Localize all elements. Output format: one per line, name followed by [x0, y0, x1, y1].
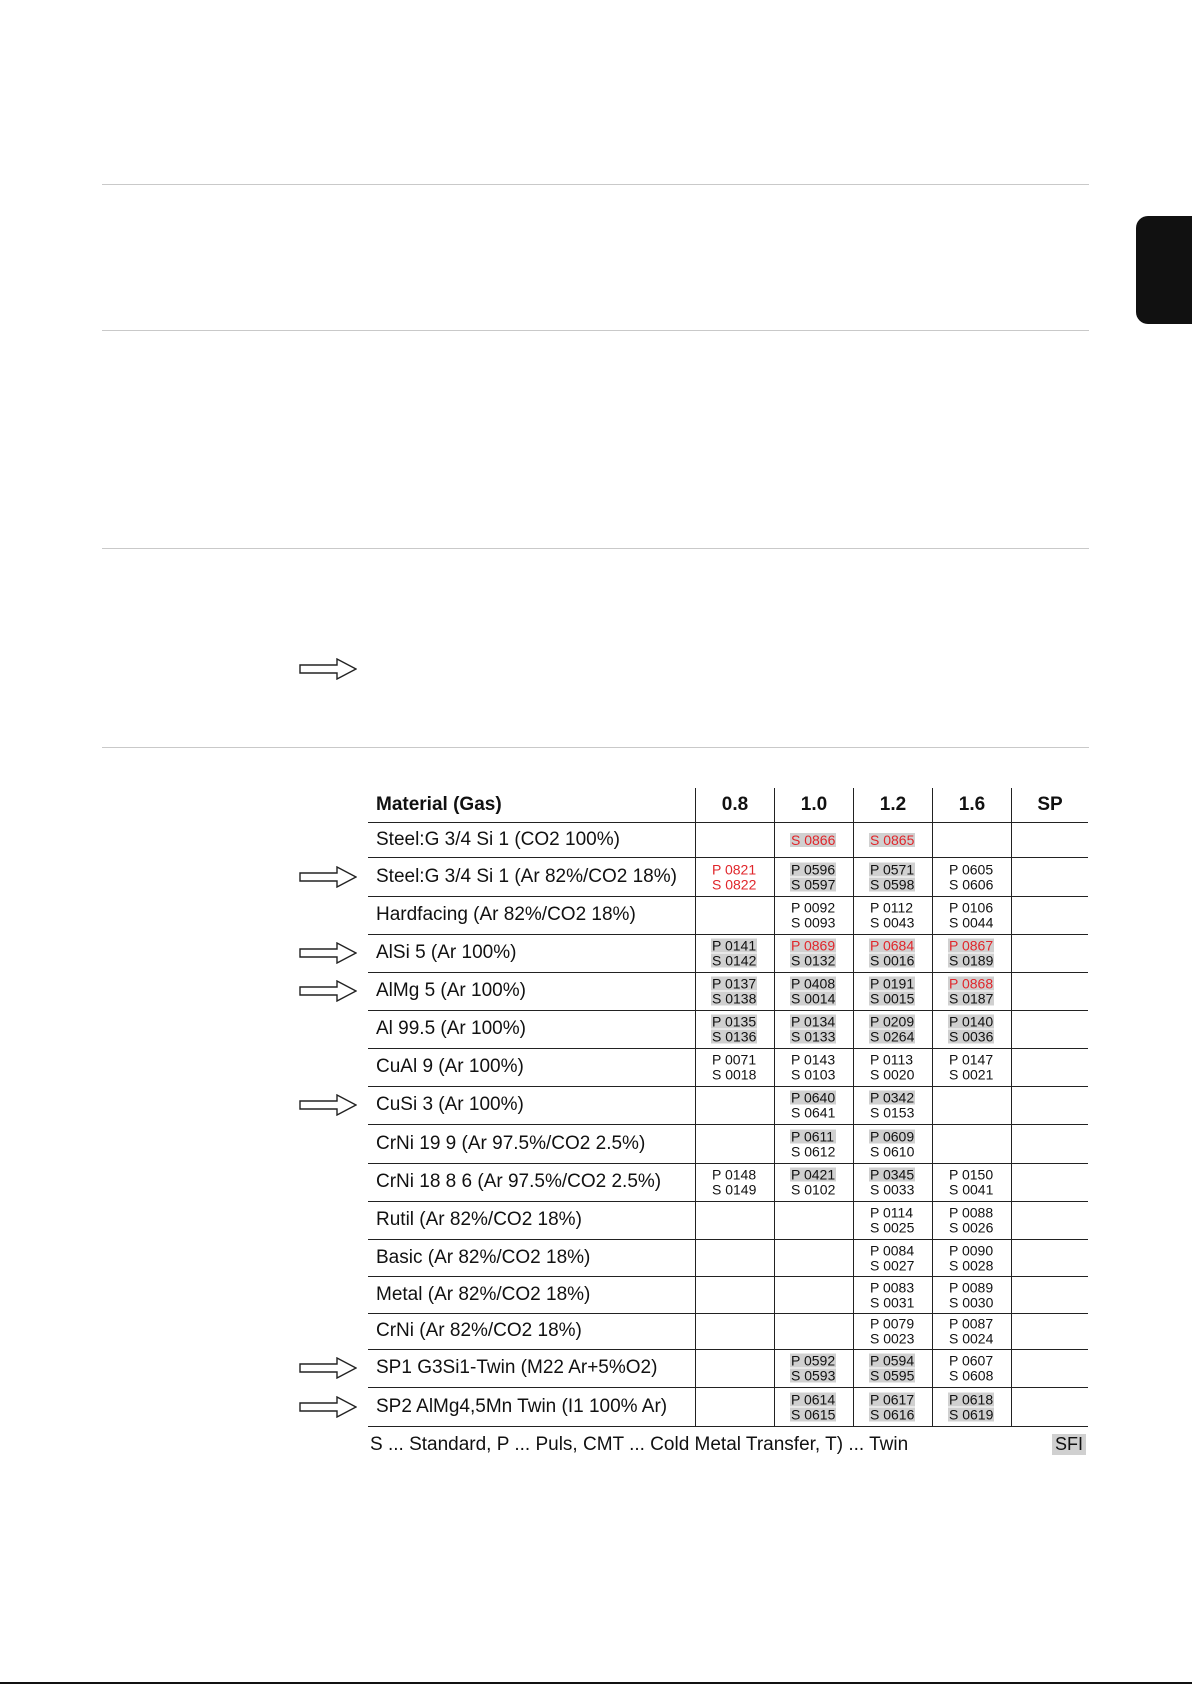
program-codes	[790, 862, 836, 891]
material-name: CuAl 9 (Ar 100%)	[376, 1056, 524, 1077]
program-codes	[790, 1354, 836, 1383]
table-cell	[695, 1349, 774, 1387]
material-name: AlMg 5 (Ar 100%)	[376, 980, 526, 1001]
program-code: S 0033	[870, 1181, 915, 1198]
program-codes	[948, 939, 994, 968]
program-code: P 0191	[870, 975, 915, 992]
program-code: S 0132	[791, 952, 836, 969]
chapter-tab	[1136, 216, 1192, 324]
arrow-right-icon	[299, 942, 357, 964]
program-code: P 0113	[870, 1051, 914, 1068]
program-code: P 0611	[790, 1129, 836, 1143]
program-code: S 0597	[791, 876, 836, 892]
program-code: S 0598	[870, 876, 915, 892]
program-codes	[790, 1168, 836, 1197]
program-codes	[869, 1280, 915, 1309]
table-cell	[774, 972, 853, 1010]
table-cell	[853, 857, 932, 896]
legend-text: S ... Standard, P ... Puls, CMT ... Cold Metal Transfer, T) ... Twin	[370, 1434, 909, 1455]
arrow-right-icon	[299, 1094, 357, 1116]
program-code: S 0641	[791, 1104, 836, 1121]
program-code: P 0640	[791, 1089, 836, 1106]
table-cell	[932, 1201, 1011, 1239]
table-cell	[695, 1086, 774, 1124]
table-cell	[1011, 1201, 1088, 1239]
material-name: CrNi 19 9 (Ar 97.5%/CO2 2.5%)	[376, 1132, 646, 1154]
table-cell	[1011, 1124, 1088, 1163]
table-cell	[695, 822, 774, 857]
program-codes	[948, 1243, 994, 1272]
program-code: S 0615	[791, 1406, 836, 1422]
program-code: P 0617	[870, 1391, 915, 1407]
program-codes	[948, 977, 994, 1006]
table-cell	[932, 822, 1011, 857]
program-code: S 0102	[791, 1181, 836, 1198]
program-code: P 0618	[949, 1391, 994, 1407]
table-row	[368, 1387, 1088, 1427]
program-code: P 0408	[791, 975, 836, 992]
table-row	[368, 1239, 1088, 1277]
section-divider-3	[102, 548, 1089, 549]
program-code: S 0138	[712, 990, 757, 1007]
program-code: S 0822	[712, 876, 757, 892]
table-row	[368, 1313, 1088, 1350]
table-cell	[695, 1239, 774, 1276]
table-cell	[695, 1163, 774, 1201]
program-code: P 0135	[712, 1013, 757, 1030]
table-cell	[1011, 1349, 1088, 1387]
table-cell	[695, 1124, 774, 1163]
table-cell	[774, 1349, 853, 1387]
material-name: Steel:G 3/4 Si 1 (Ar 82%/CO2 18%)	[376, 865, 677, 887]
program-code: S 0264	[870, 1028, 915, 1045]
program-code: S 0136	[712, 1028, 757, 1045]
table-cell	[853, 1086, 932, 1124]
table-cell	[932, 1163, 1011, 1201]
program-code: S 0616	[870, 1406, 915, 1422]
program-code: P 0868	[949, 975, 994, 992]
program-code: P 0605	[949, 861, 994, 877]
program-code: P 0609	[870, 1128, 915, 1144]
program-codes	[869, 1317, 915, 1346]
program-code: P 0614	[791, 1391, 836, 1407]
program-codes	[790, 833, 836, 847]
section-divider-2	[102, 330, 1089, 331]
material-name: Metal (Ar 82%/CO2 18%)	[376, 1283, 591, 1305]
table-cell	[853, 1387, 932, 1426]
material-name: AlSi 5 (Ar 100%)	[376, 942, 517, 963]
program-code: P 0112	[870, 899, 914, 916]
table-cell	[1011, 934, 1088, 972]
program-code: S 0024	[949, 1330, 994, 1347]
program-code: P 0869	[791, 937, 836, 954]
program-code: S 0593	[791, 1367, 836, 1384]
table-cell	[774, 822, 853, 857]
table-cell	[1011, 896, 1088, 934]
table-row	[368, 1163, 1088, 1202]
table-cell	[1011, 1010, 1088, 1048]
program-codes	[869, 901, 915, 930]
table-cell	[932, 1048, 1011, 1086]
program-codes	[869, 1168, 915, 1197]
table-cell	[774, 1239, 853, 1276]
table-cell	[1011, 857, 1088, 896]
table-cell	[774, 896, 853, 934]
program-codes	[790, 977, 836, 1006]
table-row	[368, 822, 1088, 858]
program-codes	[790, 1129, 836, 1158]
header-col-1-0: 1.0	[774, 788, 853, 822]
arrow-right-icon	[299, 658, 357, 680]
table-row	[368, 1086, 1088, 1125]
header-col-0-8: 0.8	[695, 788, 774, 822]
program-code: P 0209	[870, 1013, 915, 1030]
table-cell	[695, 1048, 774, 1086]
program-code: S 0187	[949, 990, 994, 1007]
table-cell	[853, 1048, 932, 1086]
program-code: S 0608	[949, 1367, 994, 1384]
table-row	[368, 1124, 1088, 1164]
program-codes	[790, 901, 836, 930]
program-code: S 0026	[949, 1219, 994, 1236]
table-cell	[853, 822, 932, 857]
program-code: P 0421	[791, 1166, 836, 1183]
program-codes	[869, 939, 915, 968]
table-cell	[853, 896, 932, 934]
program-codes	[869, 1354, 915, 1383]
program-codes	[869, 1091, 915, 1120]
table-cell	[853, 972, 932, 1010]
program-code: S 0018	[712, 1066, 757, 1083]
program-code: S 0612	[791, 1143, 836, 1159]
table-cell	[695, 857, 774, 896]
table-cell	[695, 1276, 774, 1313]
table-cell	[932, 1239, 1011, 1276]
table-cell	[853, 1201, 932, 1239]
program-code: P 0148	[712, 1166, 757, 1183]
program-codes	[790, 939, 836, 968]
program-code: P 0143	[791, 1051, 836, 1068]
table-cell	[774, 1010, 853, 1048]
program-codes	[711, 1168, 757, 1197]
program-code: P 0079	[870, 1315, 915, 1332]
table-cell	[1011, 972, 1088, 1010]
program-code: P 0092	[791, 899, 836, 916]
program-code: P 0114	[870, 1204, 914, 1221]
program-codes	[948, 1168, 994, 1197]
table-cell	[853, 1239, 932, 1276]
program-code: S 0595	[870, 1367, 915, 1384]
program-codes	[711, 862, 757, 891]
program-code: P 0071	[712, 1051, 757, 1068]
table-cell	[932, 1010, 1011, 1048]
program-codes	[869, 862, 915, 891]
table-cell	[774, 1387, 853, 1426]
table-cell	[932, 1387, 1011, 1426]
program-code: S 0014	[791, 990, 836, 1007]
table-cell	[853, 1163, 932, 1201]
section-divider-4	[102, 747, 1089, 748]
program-code: S 0028	[949, 1257, 994, 1273]
program-code: P 0596	[791, 861, 836, 877]
program-code: S 0142	[712, 952, 757, 969]
program-code: S 0015	[870, 990, 915, 1007]
material-name: Rutil (Ar 82%/CO2 18%)	[376, 1209, 582, 1230]
program-code: S 0036	[949, 1028, 994, 1045]
program-codes	[869, 1015, 915, 1044]
table-cell	[1011, 1086, 1088, 1124]
program-code: P 0141	[712, 937, 757, 954]
program-code: S 0020	[870, 1066, 915, 1083]
table-header-row	[368, 788, 1088, 823]
program-codes	[948, 1317, 994, 1346]
arrow-right-icon	[299, 1396, 357, 1418]
table-cell	[932, 1313, 1011, 1349]
program-code: P 0594	[870, 1352, 915, 1369]
program-code: S 0153	[870, 1104, 915, 1121]
material-name: SP1 G3Si1-Twin (M22 Ar+5%O2)	[376, 1357, 658, 1378]
table-row	[368, 896, 1088, 935]
table-cell	[853, 1276, 932, 1313]
table-cell	[1011, 1276, 1088, 1313]
program-code: S 0041	[949, 1181, 994, 1198]
material-name: Al 99.5 (Ar 100%)	[376, 1018, 526, 1039]
program-codes	[711, 1015, 757, 1044]
arrow-right-icon	[299, 980, 357, 1002]
program-codes	[790, 1053, 836, 1082]
table-row	[368, 1010, 1088, 1049]
program-code: S 0149	[712, 1181, 757, 1198]
program-codes	[711, 977, 757, 1006]
program-code: S 0103	[791, 1066, 836, 1083]
header-col-1-2: 1.2	[853, 788, 932, 822]
program-codes	[790, 1392, 836, 1421]
program-code: S 0031	[870, 1294, 915, 1310]
table-cell	[774, 1276, 853, 1313]
program-codes	[948, 1280, 994, 1309]
program-codes	[711, 939, 757, 968]
program-code: P 0821	[712, 861, 757, 877]
table-cell	[853, 1349, 932, 1387]
table-row	[368, 857, 1088, 897]
program-codes	[790, 1015, 836, 1044]
table-row	[368, 1276, 1088, 1314]
table-row	[368, 934, 1088, 973]
program-code: S 0610	[870, 1143, 915, 1159]
material-name: SP2 AlMg4,5Mn Twin (I1 100% Ar)	[376, 1395, 668, 1417]
program-code: P 0867	[949, 937, 994, 954]
program-codes	[948, 901, 994, 930]
program-code: P 0684	[870, 937, 915, 954]
program-codes	[869, 1243, 915, 1272]
table-cell	[774, 1163, 853, 1201]
table-cell	[774, 857, 853, 896]
table-cell	[853, 1010, 932, 1048]
table-row	[368, 972, 1088, 1011]
table-cell	[932, 1349, 1011, 1387]
program-code: P 0571	[870, 861, 915, 877]
program-codes	[948, 1354, 994, 1383]
program-codes	[948, 862, 994, 891]
material-name: CrNi (Ar 82%/CO2 18%)	[376, 1320, 582, 1341]
program-codes	[869, 1129, 915, 1158]
program-code: P 0089	[949, 1279, 994, 1295]
table-cell	[774, 1086, 853, 1124]
program-code: S 0043	[870, 914, 915, 931]
program-code: P 0087	[949, 1315, 994, 1332]
program-code: P 0607	[949, 1352, 994, 1369]
table-cell	[932, 972, 1011, 1010]
arrow-right-icon	[299, 866, 357, 888]
program-code: P 0106	[949, 899, 994, 916]
program-codes	[948, 1206, 994, 1235]
header-col-1-6: 1.6	[932, 788, 1011, 822]
table-cell	[1011, 822, 1088, 857]
table-cell	[853, 1313, 932, 1349]
table-cell	[853, 1124, 932, 1163]
page-bottom-rule	[0, 1682, 1192, 1684]
table-cell	[932, 1276, 1011, 1313]
table-cell	[774, 934, 853, 972]
table-row	[368, 1048, 1088, 1087]
table-cell	[1011, 1313, 1088, 1349]
table-cell	[932, 1124, 1011, 1163]
program-codes	[948, 1015, 994, 1044]
program-code: S 0865	[870, 831, 915, 848]
table-cell	[932, 1086, 1011, 1124]
program-codes	[869, 833, 915, 847]
program-code: P 0134	[791, 1013, 836, 1030]
program-code: P 0147	[949, 1051, 994, 1068]
table-cell	[1011, 1048, 1088, 1086]
program-codes	[869, 1392, 915, 1421]
table-cell	[1011, 1239, 1088, 1276]
program-codes	[869, 1206, 915, 1235]
program-code: S 0866	[791, 831, 836, 848]
program-code: P 0345	[870, 1166, 915, 1183]
program-code: S 0023	[870, 1330, 915, 1347]
program-code: P 0084	[870, 1242, 915, 1258]
program-code: S 0619	[949, 1406, 994, 1422]
table-cell	[932, 934, 1011, 972]
program-codes	[948, 1053, 994, 1082]
table-cell	[853, 934, 932, 972]
program-codes	[948, 1392, 994, 1421]
program-code: S 0093	[791, 914, 836, 931]
table-cell	[932, 857, 1011, 896]
table-cell	[695, 1313, 774, 1349]
table-row	[368, 1349, 1088, 1388]
material-name: Steel:G 3/4 Si 1 (CO2 100%)	[376, 828, 620, 850]
table-cell	[774, 1201, 853, 1239]
material-name: CuSi 3 (Ar 100%)	[376, 1094, 524, 1115]
table-cell	[932, 896, 1011, 934]
program-code: S 0044	[949, 914, 994, 931]
material-name: Hardfacing (Ar 82%/CO2 18%)	[376, 904, 636, 925]
program-code: S 0016	[870, 952, 915, 969]
program-code: S 0021	[949, 1066, 994, 1083]
program-code: P 0088	[949, 1204, 994, 1221]
table-cell	[695, 1010, 774, 1048]
program-codes	[869, 1053, 915, 1082]
table-cell	[695, 1201, 774, 1239]
table-cell	[695, 972, 774, 1010]
program-code: S 0027	[870, 1257, 915, 1273]
sfi-badge: SFI	[1052, 1434, 1086, 1455]
program-codes	[869, 977, 915, 1006]
table-cell	[1011, 1163, 1088, 1201]
table-row	[368, 1201, 1088, 1240]
program-code: P 0140	[949, 1013, 994, 1030]
program-code: P 0090	[949, 1242, 994, 1258]
program-code: P 0342	[870, 1089, 915, 1106]
program-code: P 0150	[949, 1166, 994, 1183]
table-cell	[695, 1387, 774, 1426]
table-cell	[1011, 1387, 1088, 1426]
program-code: S 0025	[870, 1219, 915, 1236]
table-cell	[695, 934, 774, 972]
program-code: S 0189	[949, 952, 994, 969]
table-cell	[774, 1048, 853, 1086]
material-name: Basic (Ar 82%/CO2 18%)	[376, 1246, 591, 1268]
table-cell	[774, 1313, 853, 1349]
program-code: S 0606	[949, 876, 994, 892]
program-code: P 0592	[791, 1352, 836, 1369]
program-codes	[711, 1053, 757, 1082]
header-col-sp: SP	[1011, 788, 1088, 822]
program-code: P 0083	[870, 1279, 915, 1295]
header-material: Material (Gas)	[376, 794, 502, 815]
material-name: CrNi 18 8 6 (Ar 97.5%/CO2 2.5%)	[376, 1171, 662, 1192]
section-divider-1	[102, 184, 1089, 185]
program-code: P 0137	[712, 975, 757, 992]
table-cell	[774, 1124, 853, 1163]
program-code: S 0030	[949, 1294, 994, 1310]
program-code: S 0133	[791, 1028, 836, 1045]
program-codes	[790, 1091, 836, 1120]
table-cell	[695, 896, 774, 934]
arrow-right-icon	[299, 1357, 357, 1379]
